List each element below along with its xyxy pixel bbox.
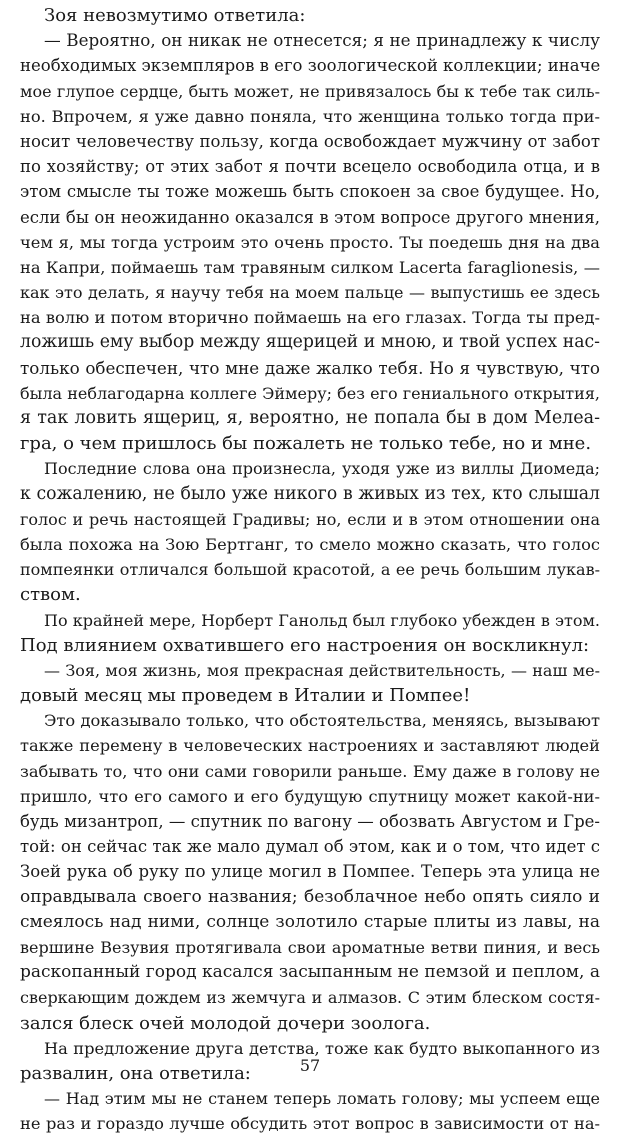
text-line: Под влиянием охватившего его настроения он воскликнул: xyxy=(20,634,590,656)
text-line: гра, о чем пришлось бы пожалеть не только тебе, но и мне. xyxy=(20,433,592,455)
text-line: Это доказывало только, что обстоятельства, меняясь, вызывают xyxy=(44,711,600,731)
text-line: на волю и потом вторично поймаешь на его глазах. Тогда ты пред- xyxy=(20,308,600,328)
text-line: вершине Везувия протягивала свои ароматные ветви пиния, и весь xyxy=(20,937,600,957)
text-line: необходимых экземпляров в его зоологической коллекции; иначе xyxy=(20,56,600,76)
text-line: но. Впрочем, я уже давно поняла, что женщина только тогда при- xyxy=(20,106,600,126)
text-line: также перемену в человеческих настроениях и заставляют людей xyxy=(20,736,600,756)
text-line: по хозяйству; от этих забот я почти всецело освободила отца, и в xyxy=(20,157,600,177)
text-line: — Над этим мы не станем теперь ломать голову; мы успеем еще xyxy=(44,1089,600,1109)
text-line: забывать то, что они сами говорили раньше. Ему даже в голову не xyxy=(20,761,600,781)
text-line: По крайней мере, Норберт Ганольд был глубоко убежден в этом. xyxy=(44,610,600,630)
text-line: была неблагодарна коллеге Эймеру; без его гениального открытия, xyxy=(20,383,600,403)
text-line: этом смысле ты тоже можешь быть спокоен за свое будущее. Но, xyxy=(20,182,600,202)
text-line: на Капри, поймаешь там травяным силком Lacerta faraglionesis, — xyxy=(20,257,600,277)
text-line: если бы он неожиданно оказался в этом вопросе другого мнения, xyxy=(20,207,600,227)
text-line: не раз и гораздо лучше обсудить этот вопрос в зависимости от на- xyxy=(20,1114,600,1134)
text-line: сверкающим дождем из жемчуга и алмазов. С этим блеском состя- xyxy=(20,988,600,1008)
text-line: пришло, что его самого и его будущую спутницу может какой-ни- xyxy=(20,786,600,806)
text-line: помпеянки отличался большой красотой, а ее речь большим лукав- xyxy=(20,560,600,580)
text-line: раскопанный город касался засыпанным не пемзой и пеплом, а xyxy=(20,962,600,983)
text-line: я так ловить ящериц, я, вероятно, не попала бы в дом Мелеа- xyxy=(20,408,600,428)
body-text xyxy=(20,3,600,1136)
text-line: — Зоя, моя жизнь, моя прекрасная действительность, — наш ме- xyxy=(44,660,600,680)
text-line: была похожа на Зою Бертганг, то смело можно сказать, что голос xyxy=(20,534,600,554)
text-line: ложишь ему выбор между ящерицей и мною, и твой успех нас- xyxy=(20,332,600,353)
text-line: развалин, она ответила: xyxy=(20,1062,251,1084)
page-number: 57 xyxy=(299,1056,321,1075)
text-line: как это делать, я научу тебя на моем пальце — выпустишь ее здесь xyxy=(20,283,600,303)
text-line: смеялось над ними, солнце золотило старые плиты из лавы, на xyxy=(20,911,600,932)
text-line: оправдывала своего названия; безоблачное небо опять сияло и xyxy=(20,886,600,907)
text-line: Последние слова она произнесла, уходя уже из виллы Диомеда; xyxy=(44,459,600,479)
text-line: к сожалению, не было уже никого в живых из тех, кто слышал xyxy=(20,483,600,504)
text-line: носит человечеству пользу, когда освобождает мужчину от забот xyxy=(20,131,600,151)
text-line: чем я, мы тогда устроим это очень просто. Ты поедешь дня на два xyxy=(20,232,600,252)
text-line: мое глупое сердце, быть может, не привязалось бы к тебе так силь- xyxy=(20,81,600,101)
text-line: ством. xyxy=(20,584,81,606)
text-line: той: он сейчас так же мало думал об этом, как и о том, что идет с xyxy=(20,837,600,857)
text-line: Зоя невозмутимо ответила: xyxy=(44,5,306,26)
text-line: довый месяц мы проведем в Италии и Помпее! xyxy=(20,685,471,707)
text-line: только обеспечен, что мне даже жалко тебя. Но я чувствую, что xyxy=(20,357,600,378)
text-line: Зоей рука об руку по улице могил в Помпее. Теперь эта улица не xyxy=(20,862,600,882)
text-line: — Вероятно, он никак не отнесется; я не принадлежу к числу xyxy=(44,30,600,51)
text-line: зался блеск очей молодой дочери зоолога. xyxy=(20,1012,431,1034)
text-line: голос и речь настоящей Градивы; но, если и в этом отношении она xyxy=(20,509,600,529)
text-line: На предложение друга детства, тоже как будто выкопанного из xyxy=(44,1038,600,1058)
text-line: будь мизантроп, — спутник по вагону — обозвать Августом и Гре- xyxy=(20,812,600,831)
